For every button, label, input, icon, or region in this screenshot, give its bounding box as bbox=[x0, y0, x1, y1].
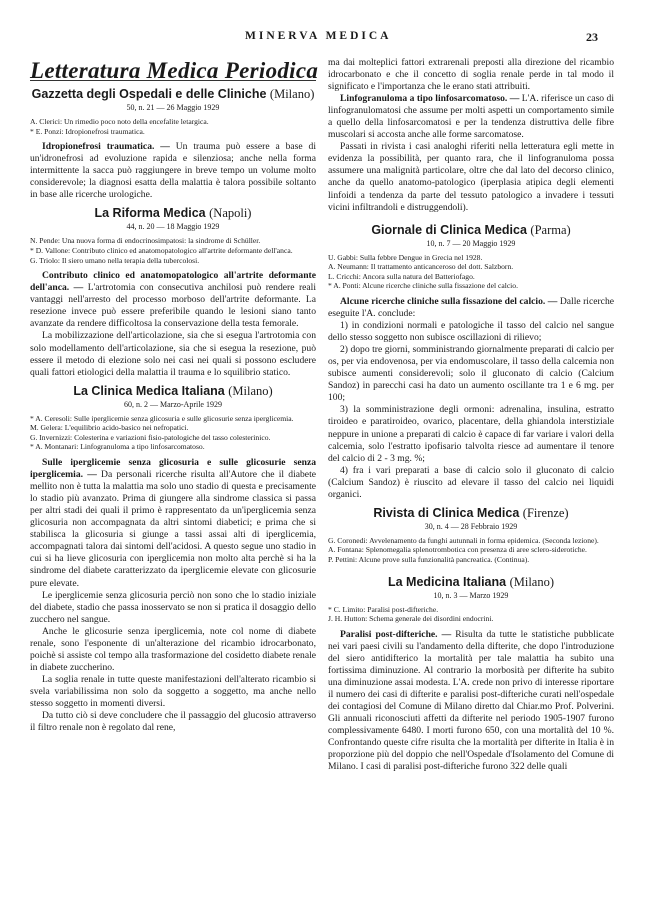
article-paragraph bbox=[30, 270, 316, 330]
reference-item: J. H. Hutton: Schema generale dei disordini endocrini. bbox=[328, 614, 494, 624]
article-paragraph: ma dai molteplici fattori extrarenali preposti alla direzione del ricambio idrocarbonato e che il concetto di soglia renale perde in tal modo il significato e l'importanza che le erano stati attribuiti. bbox=[328, 57, 614, 93]
reference-item: L. Cricchi: Ancora sulla natura del Batteriofago. bbox=[328, 271, 475, 281]
article-text: L'A. riferisce un caso di linfogranulomatosi che assume per molti aspetti un comportamento simile a quello della linfosarcomatosi e per la tendenza distruttiva delle fibre muscolari si accosta anche alle forme sarcomatose. bbox=[328, 93, 615, 141]
article-paragraph bbox=[328, 629, 614, 774]
reference-item: * A. Ponti: Alcune ricerche cliniche sulla fissazione del calcio. bbox=[328, 281, 518, 291]
article-paragraph bbox=[30, 141, 316, 201]
article-paragraph: La mobilizzazione dell'articolazione, sia che si esegua l'artrotomia con solo modellamento dell'articolazione, sia che si esegua la resezione, può essere il metodo di elezione solo nei casi nei quali si possono escludere quali fattori etiologici della malattia il trauma e lo squilibrio statico. bbox=[30, 330, 316, 378]
article-title: Alcune ricerche cliniche sulla fissazione del calcio. — bbox=[340, 295, 558, 307]
journal-city: (Firenze) bbox=[522, 505, 569, 520]
article-title: Idropionefrosi traumatica. — bbox=[42, 141, 170, 153]
article-paragraph bbox=[328, 296, 614, 320]
right-column bbox=[328, 57, 614, 773]
article-paragraph: Le iperglicemie senza glicosuria perciò non sono che lo stadio iniziale del diabete, stadio che passa inosservato se non si pratica il dosaggio dello zucchero nel sangue. bbox=[30, 589, 316, 625]
section-title: Letteratura Medica Periodica bbox=[30, 58, 319, 83]
reference-list bbox=[328, 253, 614, 291]
journal-meta: 44, n. 20 — 18 Maggio 1929 bbox=[126, 222, 220, 232]
reference-item: A. Neumann: Il trattamento anticanceroso del dott. Salzborn. bbox=[328, 262, 514, 272]
article-paragraph: Passati in rivista i casi analoghi riferiti nella letteratura egli mette in evidenza la possibilità, per quanto rara, che il linfogranuloma possa assumere una malignità particolare, oltre che dal lato del decorso clinico, anche da quello anatomo-patologico (iperplasia atipica degli elementi linfoidi a tendenza da parte del tessuto patologico a invadere i tessuti vicini infiltrandoli e distruggendoli). bbox=[328, 141, 614, 213]
journal-city: (Milano) bbox=[228, 383, 273, 398]
reference-item: * A. Ceresoli: Sulle iperglicemie senza glicosuria e sulle glicosurie senza iperglicemia. bbox=[30, 413, 294, 423]
article-title: Paralisi post-difteriche. — bbox=[340, 628, 452, 640]
article-text: L'artrotomia con consecutiva anchilosi può rendere reali vantaggi nell'arresto del processo morboso dell'artrite deformante. La resezione invece può essere preferibile quando le lesioni siano tanto avanzate da rendere difficoltosa la conservazione della testa femorale. bbox=[30, 282, 316, 330]
list-item: 1) in condizioni normali e patologiche il tasso del calcio nel sangue dello stesso soggetto non subisce oscillazioni di rilievo; bbox=[328, 320, 614, 344]
journal-meta: 10, n. 7 — 20 Maggio 1929 bbox=[426, 238, 516, 248]
reference-item: A. Fontana: Splenomegalia splenotrombotica con presenza di aree sclero-siderotiche. bbox=[328, 545, 587, 555]
reference-list bbox=[30, 236, 316, 265]
reference-item: * C. Limito: Paralisi post-difteriche. bbox=[328, 604, 439, 614]
article-paragraph: La soglia renale in tutte queste manifestazioni dell'alterato ricambio si svela variabilissima non solo da soggetto a soggetto, ma anche nello stesso soggetto in momenti diversi. bbox=[30, 673, 316, 709]
page-number: 23 bbox=[586, 30, 598, 44]
journal-title: MINERVA MEDICA bbox=[245, 30, 392, 42]
journal-meta: 10, n. 3 — Marzo 1929 bbox=[433, 590, 509, 600]
article-paragraph: Anche le glicosurie senza iperglicemia, note col nome di diabete renale, sono l'esponente di un'alterazione del ricambio idrocarbonato, poichè si assiste col tempo alla trasformazione del cosidetto diabete renale in diabete zuccherino. bbox=[30, 625, 316, 673]
journal-name: La Clinica Medica Italiana bbox=[73, 383, 225, 398]
journal-city: (Napoli) bbox=[209, 206, 252, 221]
reference-item: * D. Vallone: Contributo clinico ed anatomopatologico all'artrite deformante dell'anca. bbox=[30, 246, 293, 256]
journal-name: Gazzetta degli Ospedali e delle Cliniche bbox=[31, 87, 267, 102]
left-column bbox=[30, 57, 319, 734]
article-text: Un trauma può essere a base di un'idronefrosi ad evoluzione rapida e silenziosa; anche nella forma intermittente la sacca può raggiungere in breve tempo un volume molto considerevole; la diagnosi esatta della malattia è talora possibile soltanto in base alle ricerche urologiche. bbox=[30, 141, 316, 201]
journal-name: Rivista di Clinica Medica bbox=[373, 505, 520, 520]
reference-item: P. Pettini: Alcune prove sulla funzionalità pancreatica. (Continua). bbox=[328, 554, 530, 564]
journal-city: (Parma) bbox=[530, 222, 571, 237]
journal-name: Giornale di Clinica Medica bbox=[371, 222, 527, 237]
list-item: 2) dopo tre giorni, somministrando giornalmente preparati di calcio per os, per via endovenosa, per via endomuscolare, il tasso della calcemia non subisce aumenti considerevoli; solo il gluconato di calcio (Calcium Sandoz) in parecchi casi ha dato un aumento oscillante tra 1 e 6 mg. per 100; bbox=[328, 344, 614, 404]
journal-name: La Medicina Italiana bbox=[387, 574, 507, 589]
article-text: Risulta da tutte le statistiche pubblicate nei vari paesi civili su l'andamento della difterite, che dopo l'introduzione del siero antidifterico la mortalità per tale malattia ha subito una fortissima diminuzione. Al contrario la morbosità per difterite ha subito una diminuzione assai modesta. L'A. crede non privo di interesse riportare il numero dei casi di difterite e paralisi post-difteriche curati nell'ospedale dei contagiosi del Comune di Milano diretto dal Chiar.mo Prof. Polverini. Gli annuali riconosciuti affetti da difterite nel periodo 1905-1907 furono complessivamente 6480. I morti furono 650, con una mortalità del 10 %. Confrontando queste cifre risulta che la mortalità per difterite in Italia è in proporzione più del doppio che nell'Ospedale d'Isolamento del Comune di Milano. I casi di paralisi post-difteriche furono 322 delle quali bbox=[328, 628, 614, 773]
reference-item: G. Triolo: Il siero umano nella terapia della tubercolosi. bbox=[30, 255, 200, 265]
article-paragraph bbox=[328, 93, 614, 141]
journal-meta: 50, n. 21 — 26 Maggio 1929 bbox=[126, 103, 220, 113]
journal-meta: 60, n. 2 — Marzo-Aprile 1929 bbox=[124, 399, 222, 409]
journal-city: (Milano) bbox=[509, 574, 554, 589]
article-title: Contributo clinico ed anatomopatologico all'artrite deformante dell'anca. — bbox=[30, 270, 316, 294]
reference-item: M. Gelera: L'equilibrio acido-basico nei nefropatici. bbox=[30, 423, 189, 433]
page-header bbox=[0, 30, 653, 50]
reference-item: U. Gabbi: Sulla febbre Dengue in Grecia nel 1928. bbox=[328, 252, 483, 262]
article-title: Sulle iperglicemie senza glicosuria e sulle glicosurie senza iperglicemia. — bbox=[30, 457, 316, 481]
reference-item: G. Invernizzi: Colesterina e variazioni fisio-patologiche del tasso colesterinico. bbox=[30, 432, 271, 442]
reference-list bbox=[328, 605, 614, 624]
list-item: 3) la somministrazione degli ormoni: adrenalina, insulina, estratto tiroideo e paratiroideo, ovarico, placentare, della ghiandola interstiziale neppure in unione a preparati di calcio è capace di far variare i valori della calcemia, solo l'estratto ipofisario talvolta riesce ad aumentare il tenore del calcio di 2 - 3 mg. %; bbox=[328, 404, 614, 464]
reference-item: G. Coronedi: Avvelenamento da funghi autunnali in forma epidemica. (Seconda lezione). bbox=[328, 535, 599, 545]
list-item: 4) fra i vari preparati a base di calcio solo il gluconato di calcio (Calcium Sandoz) è riuscito ad elevare il tasso del calcio nei liquidi organici. bbox=[328, 464, 614, 500]
reference-item: * A. Montanari: Linfogranuloma a tipo linfosarcomatoso. bbox=[30, 442, 205, 452]
article-title: Linfogranuloma a tipo linfosarcomatoso. — bbox=[340, 93, 520, 105]
reference-item: A. Clerici: Un rimedio poco noto della encefalite letargica. bbox=[30, 117, 209, 127]
journal-city: (Milano) bbox=[269, 87, 315, 102]
reference-list bbox=[328, 536, 614, 565]
article-paragraph bbox=[30, 457, 316, 590]
reference-item: * E. Ponzi: Idropionefrosi traumatica. bbox=[30, 126, 145, 136]
journal-heading-medicina bbox=[328, 575, 614, 590]
reference-list bbox=[30, 414, 316, 452]
reference-item: N. Pende: Una nuova forma di endocrinosimpatosi: la sindrome di Schüller. bbox=[30, 236, 261, 246]
journal-meta: 30, n. 4 — 28 Febbraio 1929 bbox=[424, 521, 518, 531]
article-text: Dalle ricerche eseguite l'A. conclude: bbox=[328, 295, 614, 320]
reference-list bbox=[30, 117, 316, 136]
journal-heading-gazzetta bbox=[30, 87, 316, 102]
article-text: Da personali ricerche risulta all'Autore che il diabete mellito non è tutta la malattia ma solo uno stadio di questa e precisamente lo stadio più avanzato. Prima di giungere alla sindrome classica si passa per altri stadi dei quali il primo è rappresentato da un'iperglicemia senza glicosuria non accompagnata da altri sintomi diabetici; e prima che si stabilisca la glicosuria si giunge a tassi assai alti di iperglicemia, accompagnati talora dai sintomi dell'acidosi. A questo segue uno stadio in cui si ha lieve glicosuria con iperglicemia non molto alta perchè si ha la sindrome del diabete caratterizzato da iperglicemie elevate con glicosurie pure elevate. bbox=[30, 469, 316, 589]
journal-heading-giornale bbox=[328, 223, 614, 238]
article-paragraph: Da tutto ciò si deve concludere che il passaggio del glucosio attraverso il filtro renale non è regolato dal rene, bbox=[30, 710, 316, 734]
journal-heading-riforma bbox=[30, 206, 316, 221]
journal-name: La Riforma Medica bbox=[94, 206, 206, 221]
journal-heading-clinica bbox=[30, 384, 316, 399]
journal-heading-rivista bbox=[328, 506, 614, 521]
